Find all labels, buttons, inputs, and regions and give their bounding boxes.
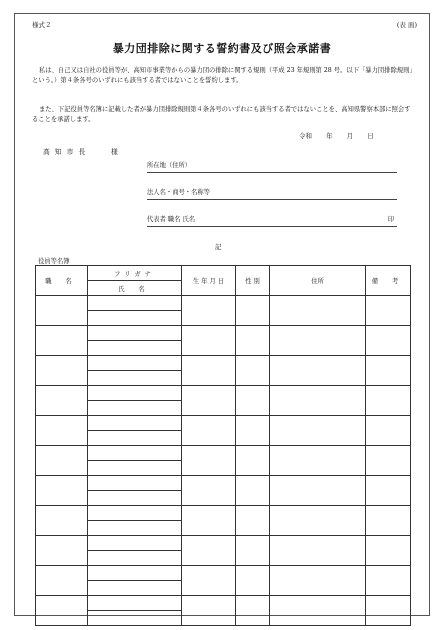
side-label: (表 面) — [396, 21, 417, 29]
furigana-cell[interactable] — [88, 326, 182, 341]
roster-entry-top — [36, 506, 411, 521]
gender-cell[interactable] — [236, 356, 270, 386]
address-cell[interactable] — [270, 386, 366, 416]
gender-cell[interactable] — [236, 566, 270, 596]
remarks-cell[interactable] — [366, 566, 411, 596]
birthdate-cell[interactable] — [182, 446, 236, 476]
roster-entry-top — [36, 386, 411, 401]
header-gender: 性 別 — [236, 266, 270, 296]
document-title: 暴力団排除に関する誓約書及び照会承諾書 — [112, 42, 332, 55]
date-month: 月 — [346, 132, 354, 140]
address-label: 所在地（住所） — [147, 162, 192, 169]
header-furigana: フリガナ — [88, 266, 182, 281]
pledge-paragraph: 私は、自己又は自社の役員等が、高知市事業等からの暴力団の排除に関する規則（平成 23 年規則第 28 号。以下「暴力団排除規則」という。）第４条各号のいずれにも該当する者ではないことを誓約します。 — [32, 67, 413, 84]
birthdate-cell[interactable] — [182, 416, 236, 446]
remarks-cell[interactable] — [366, 386, 411, 416]
remarks-cell[interactable] — [366, 326, 411, 356]
birthdate-cell[interactable] — [182, 476, 236, 506]
position-cell[interactable] — [36, 476, 88, 506]
address-cell[interactable] — [270, 296, 366, 326]
position-cell[interactable] — [36, 416, 88, 446]
remarks-cell[interactable] — [366, 536, 411, 566]
birthdate-cell[interactable] — [182, 596, 236, 626]
roster-entry-top — [36, 566, 411, 581]
birthdate-cell[interactable] — [182, 296, 236, 326]
name-cell[interactable] — [88, 431, 182, 446]
name-cell[interactable] — [88, 461, 182, 476]
header-remarks: 備 考 — [366, 266, 411, 296]
name-cell[interactable] — [88, 311, 182, 326]
address-cell[interactable] — [270, 566, 366, 596]
roster-entry-top — [36, 416, 411, 431]
roster-entry-top — [36, 536, 411, 551]
gender-cell[interactable] — [236, 506, 270, 536]
gender-cell[interactable] — [236, 296, 270, 326]
corp-name-field[interactable] — [147, 187, 397, 200]
position-cell[interactable] — [36, 536, 88, 566]
roster-entry-top — [36, 596, 411, 611]
header-name: 氏 名 — [88, 281, 182, 296]
name-cell[interactable] — [88, 341, 182, 356]
seal-mark: 印 — [387, 216, 394, 223]
roster-entry-top — [36, 356, 411, 371]
gender-cell[interactable] — [236, 386, 270, 416]
representative-label: 代表者 職名 氏名 — [147, 216, 196, 223]
name-cell[interactable] — [88, 491, 182, 506]
gender-cell[interactable] — [236, 326, 270, 356]
roster-title: 役員等名簿 — [38, 258, 70, 265]
position-cell[interactable] — [36, 446, 88, 476]
position-cell[interactable] — [36, 506, 88, 536]
remarks-cell[interactable] — [366, 296, 411, 326]
remarks-cell[interactable] — [366, 476, 411, 506]
header-address: 住所 — [270, 266, 366, 296]
position-cell[interactable] — [36, 386, 88, 416]
addressee-honorific: 様 — [111, 148, 118, 156]
consent-paragraph: また、下記役員等名簿に記載した者が暴力団排除規則第４条各号のいずれにも該当する者ではないことを、高知県警察本部に照会することを承諾します。 — [32, 106, 411, 123]
corp-name-label: 法人名・商号・名称等 — [147, 189, 210, 196]
furigana-cell[interactable] — [88, 416, 182, 431]
furigana-cell[interactable] — [88, 536, 182, 551]
birthdate-cell[interactable] — [182, 326, 236, 356]
birthdate-cell[interactable] — [182, 536, 236, 566]
name-cell[interactable] — [88, 581, 182, 596]
furigana-cell[interactable] — [88, 566, 182, 581]
roster-entry-top — [36, 296, 411, 311]
address-cell[interactable] — [270, 596, 366, 626]
remarks-cell[interactable] — [366, 506, 411, 536]
address-cell[interactable] — [270, 506, 366, 536]
furigana-cell[interactable] — [88, 446, 182, 461]
furigana-cell[interactable] — [88, 476, 182, 491]
address-cell[interactable] — [270, 536, 366, 566]
furigana-cell[interactable] — [88, 386, 182, 401]
remarks-cell[interactable] — [366, 596, 411, 626]
birthdate-cell[interactable] — [182, 386, 236, 416]
position-cell[interactable] — [36, 326, 88, 356]
roster-entry-top — [36, 476, 411, 491]
furigana-cell[interactable] — [88, 356, 182, 371]
roster-entry-top — [36, 446, 411, 461]
header-birthdate: 生 年 月 日 — [182, 266, 236, 296]
header-position: 職 名 — [36, 266, 88, 296]
position-cell[interactable] — [36, 296, 88, 326]
addressee: 高知市長 — [43, 148, 91, 156]
furigana-cell[interactable] — [88, 296, 182, 311]
address-field[interactable] — [147, 160, 397, 173]
date-line — [299, 131, 374, 140]
date-day: 日 — [367, 132, 374, 140]
position-cell[interactable] — [36, 566, 88, 596]
gender-cell[interactable] — [236, 476, 270, 506]
name-cell[interactable] — [88, 611, 182, 626]
name-cell[interactable] — [88, 371, 182, 386]
remarks-cell[interactable] — [366, 356, 411, 386]
address-cell[interactable] — [270, 476, 366, 506]
ki-heading: 記 — [215, 243, 222, 251]
form-number: 様式２ — [32, 21, 52, 29]
address-cell[interactable] — [270, 356, 366, 386]
gender-cell[interactable] — [236, 536, 270, 566]
remarks-cell[interactable] — [366, 446, 411, 476]
gender-cell[interactable] — [236, 446, 270, 476]
address-cell[interactable] — [270, 446, 366, 476]
roster-header-row-1 — [36, 266, 411, 281]
date-era: 令和 — [299, 132, 312, 140]
name-cell[interactable] — [88, 551, 182, 566]
address-cell[interactable] — [270, 416, 366, 446]
gender-cell[interactable] — [236, 596, 270, 626]
roster-body — [36, 296, 411, 626]
birthdate-cell[interactable] — [182, 566, 236, 596]
date-year: 年 — [326, 132, 333, 140]
roster-entry-top — [36, 326, 411, 341]
birthdate-cell[interactable] — [182, 506, 236, 536]
roster-table — [35, 265, 411, 626]
position-cell[interactable] — [36, 356, 88, 386]
furigana-cell[interactable] — [88, 596, 182, 611]
name-cell[interactable] — [88, 401, 182, 416]
representative-field[interactable] — [147, 214, 397, 227]
birthdate-cell[interactable] — [182, 356, 236, 386]
gender-cell[interactable] — [236, 416, 270, 446]
name-cell[interactable] — [88, 521, 182, 536]
address-cell[interactable] — [270, 326, 366, 356]
position-cell[interactable] — [36, 596, 88, 626]
remarks-cell[interactable] — [366, 416, 411, 446]
furigana-cell[interactable] — [88, 506, 182, 521]
form-page — [14, 13, 430, 616]
